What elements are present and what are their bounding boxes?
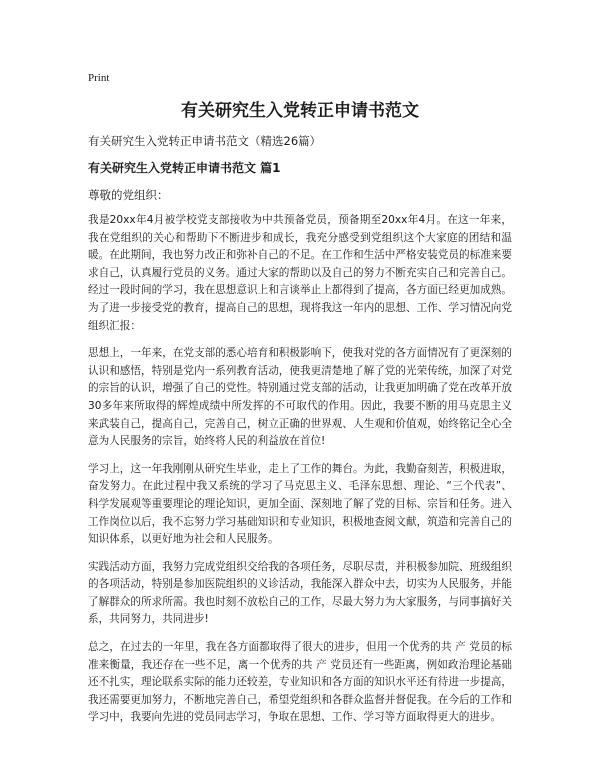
letter-greeting: 尊敬的党组织： (88, 188, 169, 202)
paragraph-intro: 我是20xx年4月被学校党支部接收为中共预备党员，预备期至20xx年4月。在这一年来，我在党组织的关心和帮助下不断进步和成长，我充分感受到党组织这个大家庭的团结和温暖。在此期间，我也努力改正和弥补自己的不足。在工作和生活中严格安装党员的标准来要求自己，认真履行党员的义务。通过大家的帮助以及自己的努力不断充实自己和完善自己。经过一段时间的学习，我在思想意识上和言谈举止上都得到了提高，各方面已经更加成熟。为了进一步接受党的教育，提高自己的思想，现将我这一年内的思想、工作、学习情况向党组织汇报： (88, 214, 512, 332)
section-heading: 有关研究生入党转正申请书范文 篇1 (88, 161, 281, 175)
document-subtitle: 有关研究生入党转正申请书范文（精选26篇） (88, 134, 322, 148)
paragraph-thought: 思想上，一年来，在党支部的悉心培育和积极影响下，使我对党的各方面情况有了更深刻的认识和感悟，特别是党内一系列教育活动，使我更清楚地了解了党的光荣传统，加深了对党的宗旨的认识，增强了自己的党性。特别通过党支部的活动，让我更加明确了党在改革开放30多年来所取得的辉煌成绩中所发挥的不可取代的作用。因此，我要不断的用马克思主义来武装自己，提高自己，完善自己，树立正确的世界观、人生观和价值观，始终铭记全心全意为人民服务的宗旨，始终将人民的利益放在首位! (88, 347, 512, 448)
paragraph-practice: 实践活动方面，我努力完成党组织交给我的各项任务，尽职尽责，并积极参加院、班级组织的各项活动，特别是参加医院组织的义诊活动，我能深入群众中去，切实为人民服务，并能了解群众的所求所需。我也时刻不放松自己的工作，尽最大努力为大家服务，与同事搞好关系，共同努力，共同进步! (88, 560, 512, 626)
print-label: Print (88, 72, 110, 84)
paragraph-summary: 总之，在过去的一年里，我在各方面都取得了很大的进步，但用一个优秀的共 产 党员的标准来衡量，我还存在一些不足，离一个优秀的共 产 党员还有一些距离，例如政治理论基础还不扎实，理论联系实际的能力还较差，专业知识和各方面的知识水平还有待进一步提高，我还需要更加努力，不断地完善自己，希望党组织和各群众监督并督促我。在今后的工作和学习中，我要向先进的党员同志学习，争取在思想、工作、学习等方面取得更大的进步。 (88, 641, 512, 724)
document-title: 有关研究生入党转正申请书范文 (181, 101, 419, 121)
body-paragraphs (88, 212, 512, 737)
paragraph-study: 学习上，这一年我刚刚从研究生毕业，走上了工作的舞台。为此，我勤奋刻苦，积极进取，奋发努力。在此过程中我又系统的学习了马克思主义、毛泽东思想、理论、“三个代表”、科学发展观等重要理论的理论知识，更加全面、深刻地了解了党的目标、宗旨和任务。进入工作岗位以后，我不忘努力学习基础知识和专业知识，积极地查阅文献，筑造和完善自己的知识体系，以更好地为社会和人民服务。 (88, 462, 512, 546)
